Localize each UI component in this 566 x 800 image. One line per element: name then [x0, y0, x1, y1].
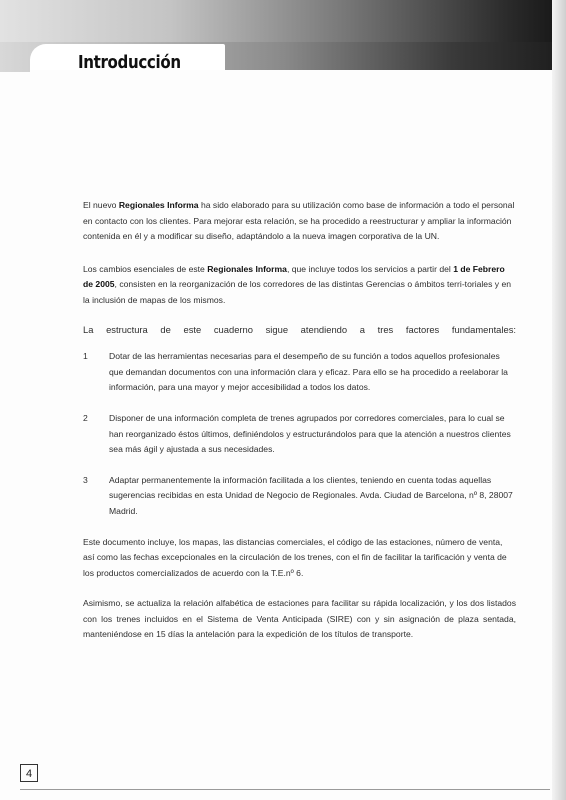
paragraph-changes-pre: Los cambios esenciales de este — [83, 263, 208, 274]
page-title: Introducción — [78, 53, 181, 73]
body-text — [83, 198, 516, 643]
paragraph-changes-post: , consisten en la reorganización de los corredores de las distintas Gerencias o ámbitos terri-toriales y en la inclusión de mapas de los mismos. — [83, 279, 512, 305]
paragraph-intro-post: ha sido elaborado para su utilización como base de información a todo el personal en contacto con los clientes. Para mejorar esta relación, se ha procedido a reestructurar y ampliar la información contenida en él y a modificar su diseño, adaptándolo a la nueva imagen corporativa de la UN. — [83, 200, 515, 242]
list-item-text: Dotar de las herramientas necesarias para el desempeño de su función a todos aquellos profesionales que demandan documentos con una información clara y eficaz. Para ello se ha procedido a reelaborar la información, para una mayor y mejor accesibilidad a todos los datos. — [109, 351, 508, 393]
effective-date: 1 de Febrero de 2005 — [83, 263, 505, 290]
list-item — [83, 473, 516, 520]
header-band-top — [0, 0, 566, 42]
list-item-number: 2 — [83, 412, 88, 423]
list-item-number: 1 — [83, 351, 88, 362]
page-edge-shadow — [552, 0, 566, 800]
paragraph-stations-update: Asimismo, se actualiza la relación alfabética de estaciones para facilitar su rápida localización, y los dos listados con los trenes incluidos en el Sistema de Venta Anticipada (SIRE) con y sin asignación de plaza sentada, manteniéndose en 15 días la antelación para la expedición de los títulos de transporte. — [83, 598, 516, 640]
list-item — [83, 349, 516, 396]
list-item-number: 3 — [83, 474, 88, 485]
paragraph-intro-pre: El nuevo — [83, 200, 119, 210]
paragraph-intro — [83, 198, 516, 245]
publication-name: Regionales Informa — [118, 200, 199, 210]
list-item-text: Disponer de una información completa de trenes agrupados por corredores comerciales, para lo cual se han reorganizado éstos últimos, definiéndolos y estructurándolos para que la atención a nuestros clientes sea más ágil y ajustada a sus necesidades. — [109, 412, 511, 455]
paragraph-document-contents: Este documento incluye, los mapas, las distancias comerciales, el código de las estaciones, número de venta, así como las fechas excepcionales en la circulación de los trenes, con el fin de facilitar la tarificación y venta de los productos comercializados de acuerdo con la T.E.nº 6. — [83, 536, 507, 578]
paragraph-changes-mid: , que incluye todos los servicios a partir del — [286, 263, 454, 274]
list-item — [83, 411, 516, 458]
footer-divider — [20, 789, 550, 790]
list-item-text: Adaptar permanentemente la información facilitada a los clientes, teniendo en cuenta todas aquellas sugerencias recibidas en esta Unidad de Negocio de Regionales. Avda. Ciudad de Barcelona, nº 8, 28007 Madrid. — [109, 474, 513, 516]
title-tab-base — [30, 70, 552, 90]
paragraph-changes — [83, 262, 516, 309]
paragraph-structure: La estructura de este cuaderno sigue atendiendo a tres factores fundamentales: — [83, 323, 516, 335]
publication-name: Regionales Informa — [207, 263, 287, 274]
page-number: 4 — [20, 764, 38, 782]
